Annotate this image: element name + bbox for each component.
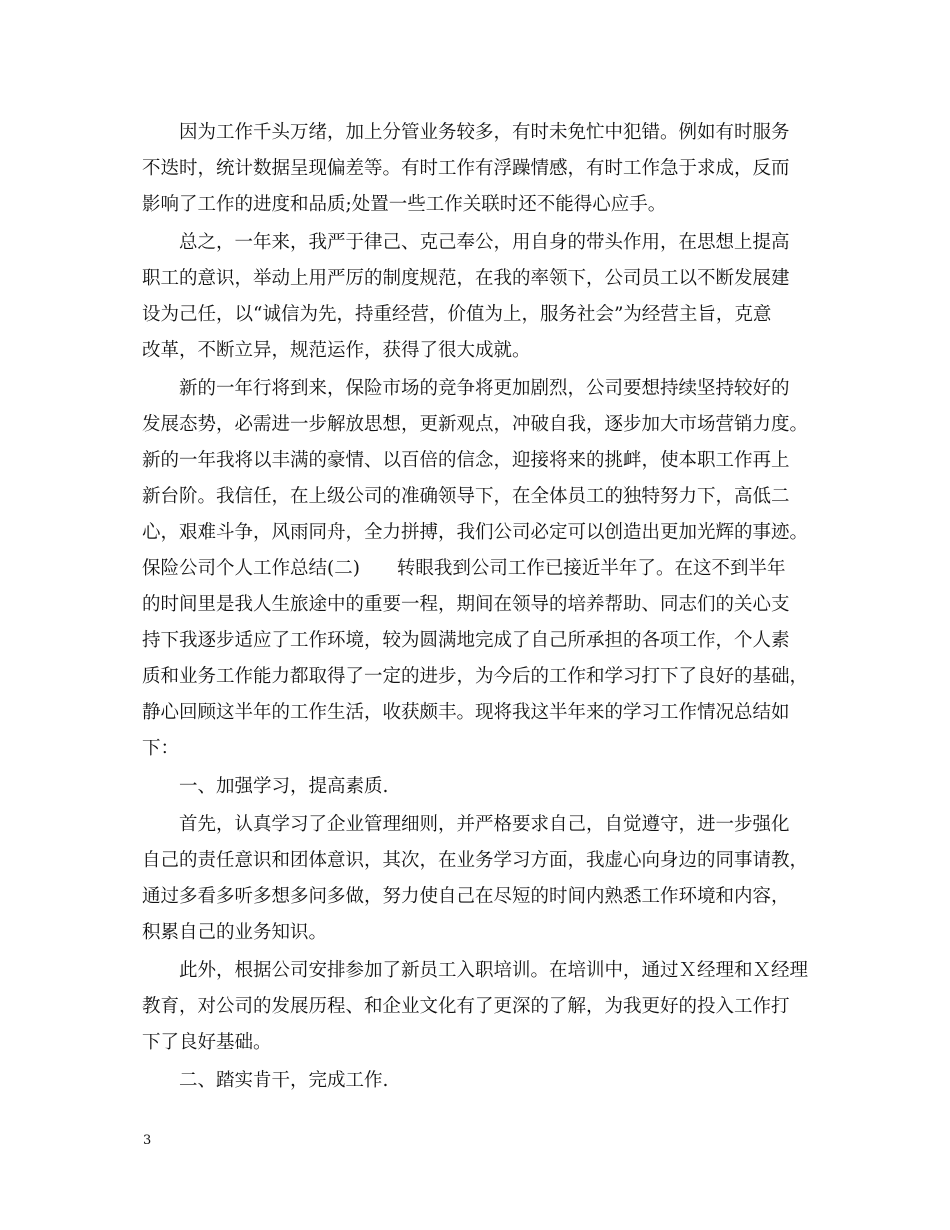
body-text-line: 持下我逐步适应了工作环境，较为圆满地完成了自己所承担的各项工作，个人素 — [142, 630, 790, 651]
body-text-line: 的时间里是我人生旅途中的重要一程，期间在领导的培养帮助、同志们的关心支 — [142, 594, 790, 615]
body-text-line: 下： — [142, 738, 180, 759]
body-text-line: 心，艰难斗争，风雨同舟，全力拼搏，我们公司必定可以创造出更加光辉的事迹。 — [142, 522, 809, 543]
body-text-line: 质和业务工作能力都取得了一定的进步，为今后的工作和学习打下了良好的基础， — [142, 666, 809, 687]
body-text-line: 积累自己的业务知识。 — [142, 922, 328, 943]
body-text-line: 通过多看多听多想多问多做，努力使自己在尽短的时间内熟悉工作环境和内容， — [142, 886, 790, 907]
body-text-line: 教育，对公司的发展历程、和企业文化有了更深的了解，为我更好的投入工作打 — [142, 996, 790, 1017]
body-text-line: 发展态势，必需进一步解放思想，更新观点，冲破自我，逐步加大市场营销力度。 — [142, 414, 809, 435]
section-heading: 二、踏实肯干，完成工作. — [142, 1070, 389, 1091]
body-text-line: 保险公司个人工作总结(二) 转眼我到公司工作已接近半年了。在这不到半年 — [142, 558, 786, 579]
page-number: 3 — [143, 1133, 152, 1148]
body-text-line: 总之，一年来，我严于律己、克己奉公，用自身的带头作用，在思想上提高 — [142, 232, 790, 253]
body-text-line: 下了良好基础。 — [142, 1032, 272, 1053]
body-text-line: 不迭时，统计数据呈现偏差等。有时工作有浮躁情感，有时工作急于求成，反而 — [142, 158, 790, 179]
body-text-line: 此外，根据公司安排参加了新员工入职培训。在培训中，通过Ｘ经理和Ｘ经理 — [142, 960, 809, 981]
body-text-line: 职工的意识，举动上用严厉的制度规范，在我的率领下，公司员工以不断发展建 — [142, 268, 790, 289]
body-text-line: 改革，不断立异，规范运作，获得了很大成就。 — [142, 340, 531, 361]
body-text-line: 新的一年我将以丰满的豪情、以百倍的信念，迎接将来的挑衅，使本职工作再上 — [142, 450, 790, 471]
body-text-line: 静心回顾这半年的工作生活，收获颇丰。现将我这半年来的学习工作情况总结如 — [142, 702, 790, 723]
body-text-line: 自己的责任意识和团体意识，其次，在业务学习方面，我虚心向身边的同事请教， — [142, 850, 809, 871]
body-text-line: 设为己任，以“诚信为先，持重经营，价值为上，服务社会”为经营主旨，克意 — [142, 304, 772, 325]
body-text-line: 首先，认真学习了企业管理细则，并严格要求自己，自觉遵守，进一步强化 — [142, 814, 790, 835]
section-heading: 一、加强学习，提高素质. — [142, 776, 389, 797]
body-text-line: 因为工作千头万绪，加上分管业务较多，有时未免忙中犯错。例如有时服务 — [142, 122, 790, 143]
body-text-line: 新的一年行将到来，保险市场的竞争将更加剧烈，公司要想持续坚持较好的 — [142, 378, 790, 399]
body-text-line: 影响了工作的进度和品质;处置一些工作关联时还不能得心应手。 — [142, 194, 667, 215]
body-text-line: 新台阶。我信任，在上级公司的准确领导下，在全体员工的独特努力下，高低二 — [142, 486, 790, 507]
